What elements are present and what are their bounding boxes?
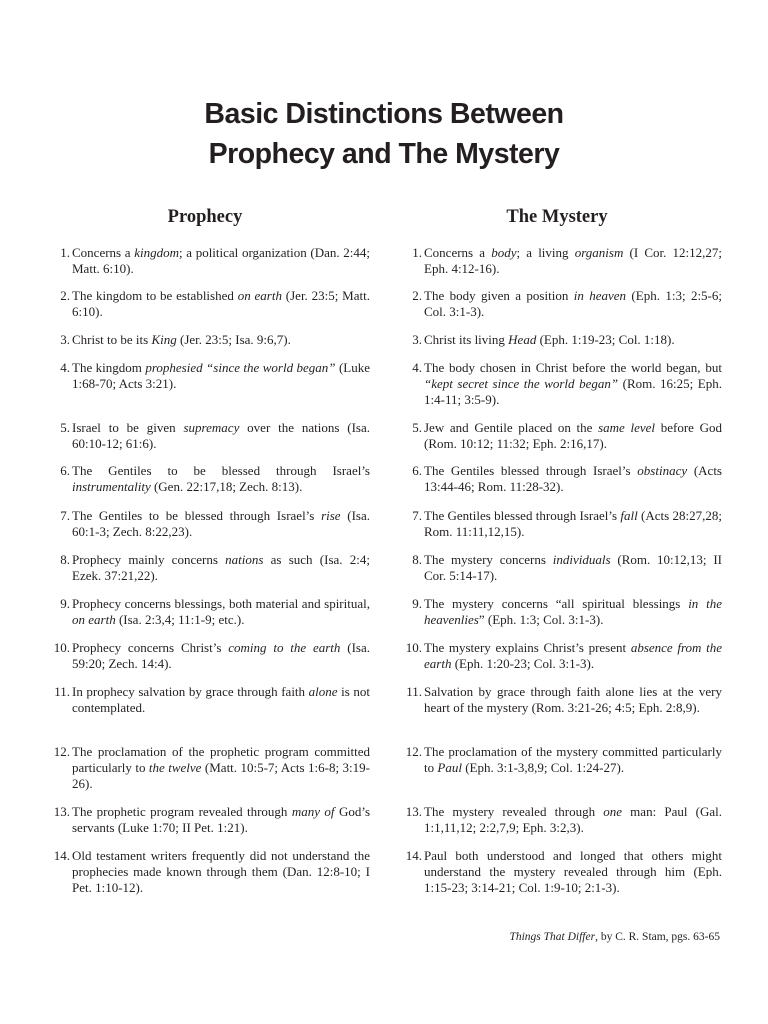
item-text: Paul both understood and longed that others might understand the mystery revealed through him (Eph. 1:15-23; 3:14-21; Col. 1:9-10; 2:1-3).	[424, 848, 722, 895]
mystery-item-3	[392, 332, 722, 348]
mystery-item-14	[392, 848, 722, 896]
item-text: The Gentiles to be blessed through Israel’s rise (Isa. 60:1-3; Zech. 8:22,23).	[72, 508, 370, 539]
item-number: 3.	[60, 332, 70, 347]
prophecy-item-1	[40, 245, 370, 277]
item-number: 5.	[60, 420, 70, 435]
item-number: 1.	[60, 245, 70, 260]
item-text: In prophecy salvation by grace through faith alone is not contemplated.	[72, 684, 370, 715]
mystery-item-1	[392, 245, 722, 277]
item-text: Prophecy concerns Christ’s coming to the earth (Isa. 59:20; Zech. 14:4).	[72, 640, 370, 671]
source-citation	[509, 930, 720, 944]
item-text: The Gentiles blessed through Israel’s obstinacy (Acts 13:44-46; Rom. 11:28-32).	[424, 463, 722, 494]
item-number: 8.	[60, 552, 70, 567]
prophecy-item-7	[40, 508, 370, 540]
prophecy-item-10	[40, 640, 370, 672]
mystery-item-4	[392, 360, 722, 408]
item-number: 11.	[406, 684, 422, 699]
mystery-item-10	[392, 640, 722, 672]
item-number: 11.	[54, 684, 70, 699]
prophecy-item-5	[40, 420, 370, 452]
item-number: 10.	[53, 640, 70, 655]
mystery-item-2	[392, 288, 722, 320]
item-text: The Gentiles to be blessed through Israel’s instrumentality (Gen. 22:17,18; Zech. 8:13).	[72, 463, 370, 494]
mystery-item-9	[392, 596, 722, 628]
item-number: 7.	[60, 508, 70, 523]
mystery-heading: The Mystery	[506, 207, 608, 227]
mystery-item-13	[392, 804, 722, 836]
prophecy-heading: Prophecy	[167, 207, 243, 227]
prophecy-item-9	[40, 596, 370, 628]
item-number: 12.	[405, 744, 422, 759]
mystery-item-12	[392, 744, 722, 776]
item-number: 13.	[53, 804, 70, 819]
prophecy-item-12	[40, 744, 370, 792]
item-number: 6.	[412, 463, 422, 478]
item-number: 2.	[60, 288, 70, 303]
item-text: Israel to be given supremacy over the nations (Isa. 60:10-12; 61:6).	[72, 420, 370, 451]
mystery-item-5	[392, 420, 722, 452]
prophecy-item-14	[40, 848, 370, 896]
page-title	[0, 94, 768, 174]
item-text: Salvation by grace through faith alone lies at the very heart of the mystery (Rom. 3:21-26; 4:5; Eph. 2:8,9).	[424, 684, 722, 715]
item-text: Christ its living Head (Eph. 1:19-23; Col. 1:18).	[424, 332, 675, 347]
item-number: 12.	[53, 744, 70, 759]
title-line-2: Prophecy and The Mystery	[208, 138, 560, 170]
prophecy-item-11	[40, 684, 370, 716]
item-text: The kingdom prophesied “since the world began” (Luke 1:68-70; Acts 3:21).	[72, 360, 370, 391]
item-text: The proclamation of the prophetic program committed particularly to the twelve (Matt. 10:5-7; Acts 1:6-8; 3:19-26).	[72, 744, 370, 791]
item-text: The kingdom to be established on earth (Jer. 23:5; Matt. 6:10).	[72, 288, 370, 319]
item-number: 3.	[412, 332, 422, 347]
mystery-item-8	[392, 552, 722, 584]
item-text: The Gentiles blessed through Israel’s fall (Acts 28:27,28; Rom. 11:11,12,15).	[424, 508, 722, 539]
item-number: 14.	[405, 848, 422, 863]
item-number: 7.	[412, 508, 422, 523]
citation-book-title: Things That Differ	[509, 931, 596, 943]
item-number: 9.	[412, 596, 422, 611]
prophecy-item-4	[40, 360, 370, 392]
item-text: The mystery concerns “all spiritual blessings in the heavenlies” (Eph. 1:3; Col. 3:1-3).	[424, 596, 722, 627]
citation-details: , by C. R. Stam, pgs. 63-65	[595, 931, 720, 943]
item-text: Concerns a kingdom; a political organization (Dan. 2:44; Matt. 6:10).	[72, 245, 370, 276]
title-line-1: Basic Distinctions Between	[204, 98, 564, 130]
item-number: 4.	[60, 360, 70, 375]
item-text: The mystery explains Christ’s present absence from the earth (Eph. 1:20-23; Col. 3:1-3).	[424, 640, 722, 671]
item-text: The proclamation of the mystery committed particularly to Paul (Eph. 3:1-3,8,9; Col. 1:24-27).	[424, 744, 722, 775]
item-text: The mystery revealed through one man: Paul (Gal. 1:1,11,12; 2:2,7,9; Eph. 3:2,3).	[424, 804, 722, 835]
item-text: Prophecy mainly concerns nations as such (Isa. 2:4; Ezek. 37:21,22).	[72, 552, 370, 583]
item-text: Prophecy concerns blessings, both material and spiritual, on earth (Isa. 2:3,4; 11:1-9; etc.).	[72, 596, 370, 627]
mystery-item-11	[392, 684, 722, 716]
item-number: 9.	[60, 596, 70, 611]
item-number: 5.	[412, 420, 422, 435]
prophecy-item-2	[40, 288, 370, 320]
prophecy-item-8	[40, 552, 370, 584]
item-text: Jew and Gentile placed on the same level before God (Rom. 10:12; 11:32; Eph. 2:16,17).	[424, 420, 722, 451]
prophecy-item-3	[40, 332, 370, 348]
item-text: The body chosen in Christ before the world began, but “kept secret since the world began” (Rom. 16:25; Eph. 1:4-11; 3:5-9).	[424, 360, 722, 407]
prophecy-item-13	[40, 804, 370, 836]
item-number: 4.	[412, 360, 422, 375]
mystery-item-6	[392, 463, 722, 495]
item-text: Old testament writers frequently did not understand the prophecies made known through them (Dan. 12:8-10; I Pet. 1:10-12).	[72, 848, 370, 895]
item-number: 6.	[60, 463, 70, 478]
item-number: 10.	[405, 640, 422, 655]
item-number: 13.	[405, 804, 422, 819]
item-number: 14.	[53, 848, 70, 863]
item-text: The mystery concerns individuals (Rom. 10:12,13; II Cor. 5:14-17).	[424, 552, 723, 583]
item-number: 2.	[412, 288, 422, 303]
item-text: The body given a position in heaven (Eph. 1:3; 2:5-6; Col. 3:1-3).	[424, 288, 722, 319]
item-number: 1.	[412, 245, 422, 260]
prophecy-item-6	[40, 463, 370, 495]
item-number: 8.	[412, 552, 422, 567]
mystery-item-7	[392, 508, 722, 540]
item-text: Christ to be its King (Jer. 23:5; Isa. 9:6,7).	[72, 332, 291, 347]
item-text: The prophetic program revealed through many of God’s servants (Luke 1:70; II Pet. 1:21).	[72, 804, 370, 835]
item-text: Concerns a body; a living organism (I Cor. 12:12,27; Eph. 4:12-16).	[424, 245, 723, 276]
